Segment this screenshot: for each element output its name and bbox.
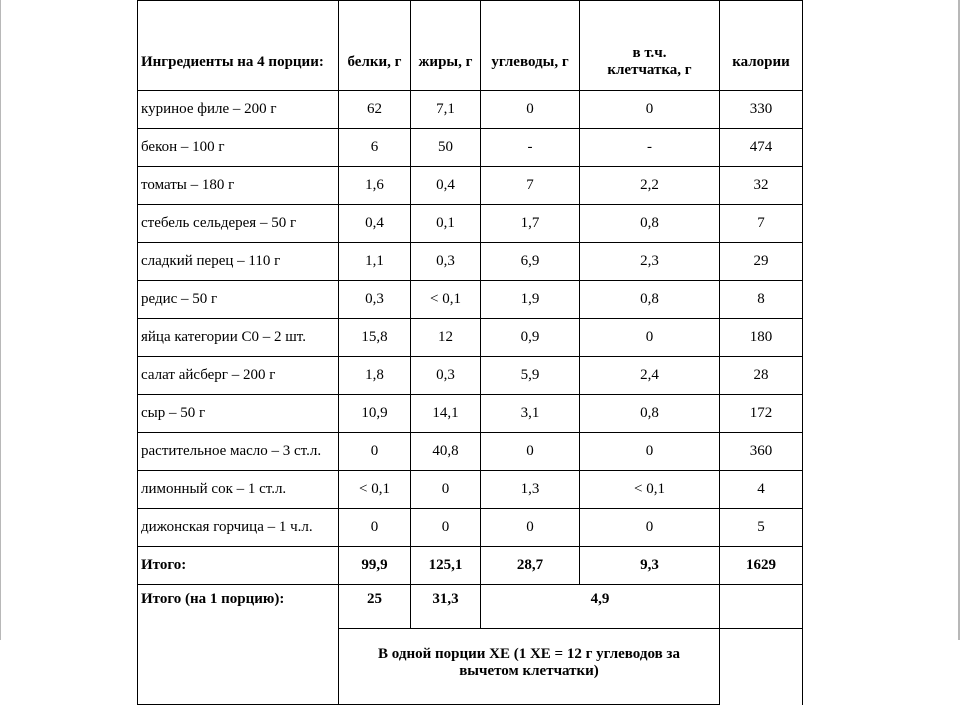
- per-portion-calories: [720, 585, 803, 629]
- cell-protein: < 0,1: [339, 471, 411, 509]
- cell-calories: 172: [720, 395, 803, 433]
- cell-calories: 7: [720, 205, 803, 243]
- ingredient-name: дижонская горчица – 1 ч.л.: [138, 509, 339, 547]
- cell-calories: 180: [720, 319, 803, 357]
- cell-fat: 14,1: [411, 395, 481, 433]
- total-label: Итого:: [138, 547, 339, 585]
- ingredient-name: бекон – 100 г: [138, 129, 339, 167]
- cell-fibre: 0,8: [580, 395, 720, 433]
- cell-carbs: 3,1: [481, 395, 580, 433]
- cell-protein: 1,8: [339, 357, 411, 395]
- cell-calories: 29: [720, 243, 803, 281]
- cell-fat: 0,4: [411, 167, 481, 205]
- cell-calories: 474: [720, 129, 803, 167]
- cell-calories: 4: [720, 471, 803, 509]
- table-row: [138, 129, 803, 167]
- table-row: [138, 471, 803, 509]
- cell-carbs: 0,9: [481, 319, 580, 357]
- cell-fat: 40,8: [411, 433, 481, 471]
- cell-carbs: 1,7: [481, 205, 580, 243]
- header-row: [138, 1, 803, 91]
- ingredient-name: редис – 50 г: [138, 281, 339, 319]
- table-row: [138, 357, 803, 395]
- cell-protein: 10,9: [339, 395, 411, 433]
- cell-fat: 0,3: [411, 357, 481, 395]
- cell-fibre: 0,8: [580, 205, 720, 243]
- table-row: [138, 91, 803, 129]
- total-protein: 99,9: [339, 547, 411, 585]
- cell-fibre: < 0,1: [580, 471, 720, 509]
- cell-calories: 360: [720, 433, 803, 471]
- total-carbs: 28,7: [481, 547, 580, 585]
- cell-fibre: 0: [580, 433, 720, 471]
- table-row: [138, 281, 803, 319]
- cell-calories: 8: [720, 281, 803, 319]
- nutrition-table: [137, 0, 803, 705]
- ingredient-name: салат айсберг – 200 г: [138, 357, 339, 395]
- per-portion-fat: 31,3: [411, 585, 481, 629]
- page-left-rule: [0, 0, 1, 640]
- total-fat: 125,1: [411, 547, 481, 585]
- cell-fat: 0: [411, 471, 481, 509]
- cell-calories: 330: [720, 91, 803, 129]
- cell-carbs: 6,9: [481, 243, 580, 281]
- cell-protein: 0,4: [339, 205, 411, 243]
- cell-fat: 0: [411, 509, 481, 547]
- cell-carbs: 0: [481, 91, 580, 129]
- total-row: [138, 547, 803, 585]
- cell-fibre: 2,3: [580, 243, 720, 281]
- per-portion-net-carbs: 4,9: [481, 585, 720, 629]
- cell-carbs: 0: [481, 433, 580, 471]
- table-row: [138, 243, 803, 281]
- cell-fibre: -: [580, 129, 720, 167]
- header-fibre-line1: в т.ч.: [632, 45, 667, 61]
- table-row: [138, 433, 803, 471]
- xe-note: В одной порции ХЕ (1 ХЕ = 12 г углеводов за вычетом клетчатки): [339, 629, 720, 705]
- per-portion-label: Итого (на 1 порцию):: [138, 585, 339, 705]
- cell-protein: 6: [339, 129, 411, 167]
- cell-fat: < 0,1: [411, 281, 481, 319]
- cell-fat: 12: [411, 319, 481, 357]
- ingredient-name: лимонный сок – 1 ст.л.: [138, 471, 339, 509]
- total-calories: 1629: [720, 547, 803, 585]
- cell-fibre: 2,2: [580, 167, 720, 205]
- per-portion-row: [138, 585, 803, 629]
- cell-fibre: 0: [580, 319, 720, 357]
- cell-carbs: 7: [481, 167, 580, 205]
- ingredient-name: растительное масло – 3 ст.л.: [138, 433, 339, 471]
- header-calories: калории: [720, 1, 803, 91]
- cell-fibre: 0: [580, 509, 720, 547]
- cell-fibre: 0: [580, 91, 720, 129]
- cell-calories: 32: [720, 167, 803, 205]
- ingredient-name: куриное филе – 200 г: [138, 91, 339, 129]
- cell-fat: 50: [411, 129, 481, 167]
- total-fibre: 9,3: [580, 547, 720, 585]
- ingredient-name: яйца категории С0 – 2 шт.: [138, 319, 339, 357]
- header-carbs: углеводы, г: [481, 1, 580, 91]
- header-fibre: [580, 1, 720, 91]
- ingredient-name: стебель сельдерея – 50 г: [138, 205, 339, 243]
- cell-protein: 15,8: [339, 319, 411, 357]
- per-portion-protein: 25: [339, 585, 411, 629]
- cell-carbs: 5,9: [481, 357, 580, 395]
- cell-protein: 62: [339, 91, 411, 129]
- header-protein: белки, г: [339, 1, 411, 91]
- cell-protein: 0: [339, 509, 411, 547]
- header-fat: жиры, г: [411, 1, 481, 91]
- cell-carbs: 1,3: [481, 471, 580, 509]
- cell-carbs: 1,9: [481, 281, 580, 319]
- table-row: [138, 205, 803, 243]
- cell-fibre: 2,4: [580, 357, 720, 395]
- table-row: [138, 319, 803, 357]
- table-row: [138, 395, 803, 433]
- cell-fat: 0,1: [411, 205, 481, 243]
- table-row: [138, 509, 803, 547]
- cell-fat: 7,1: [411, 91, 481, 129]
- cell-protein: 1,6: [339, 167, 411, 205]
- cell-protein: 0,3: [339, 281, 411, 319]
- ingredient-name: сыр – 50 г: [138, 395, 339, 433]
- cell-fibre: 0,8: [580, 281, 720, 319]
- header-fibre-line2: клетчатка, г: [607, 62, 692, 78]
- cell-protein: 0: [339, 433, 411, 471]
- cell-fat: 0,3: [411, 243, 481, 281]
- cell-calories: 28: [720, 357, 803, 395]
- cell-carbs: -: [481, 129, 580, 167]
- ingredient-name: томаты – 180 г: [138, 167, 339, 205]
- table-row: [138, 167, 803, 205]
- cell-calories: 5: [720, 509, 803, 547]
- cell-carbs: 0: [481, 509, 580, 547]
- cell-protein: 1,1: [339, 243, 411, 281]
- header-ingredients: Ингредиенты на 4 порции:: [138, 1, 339, 91]
- ingredient-name: сладкий перец – 110 г: [138, 243, 339, 281]
